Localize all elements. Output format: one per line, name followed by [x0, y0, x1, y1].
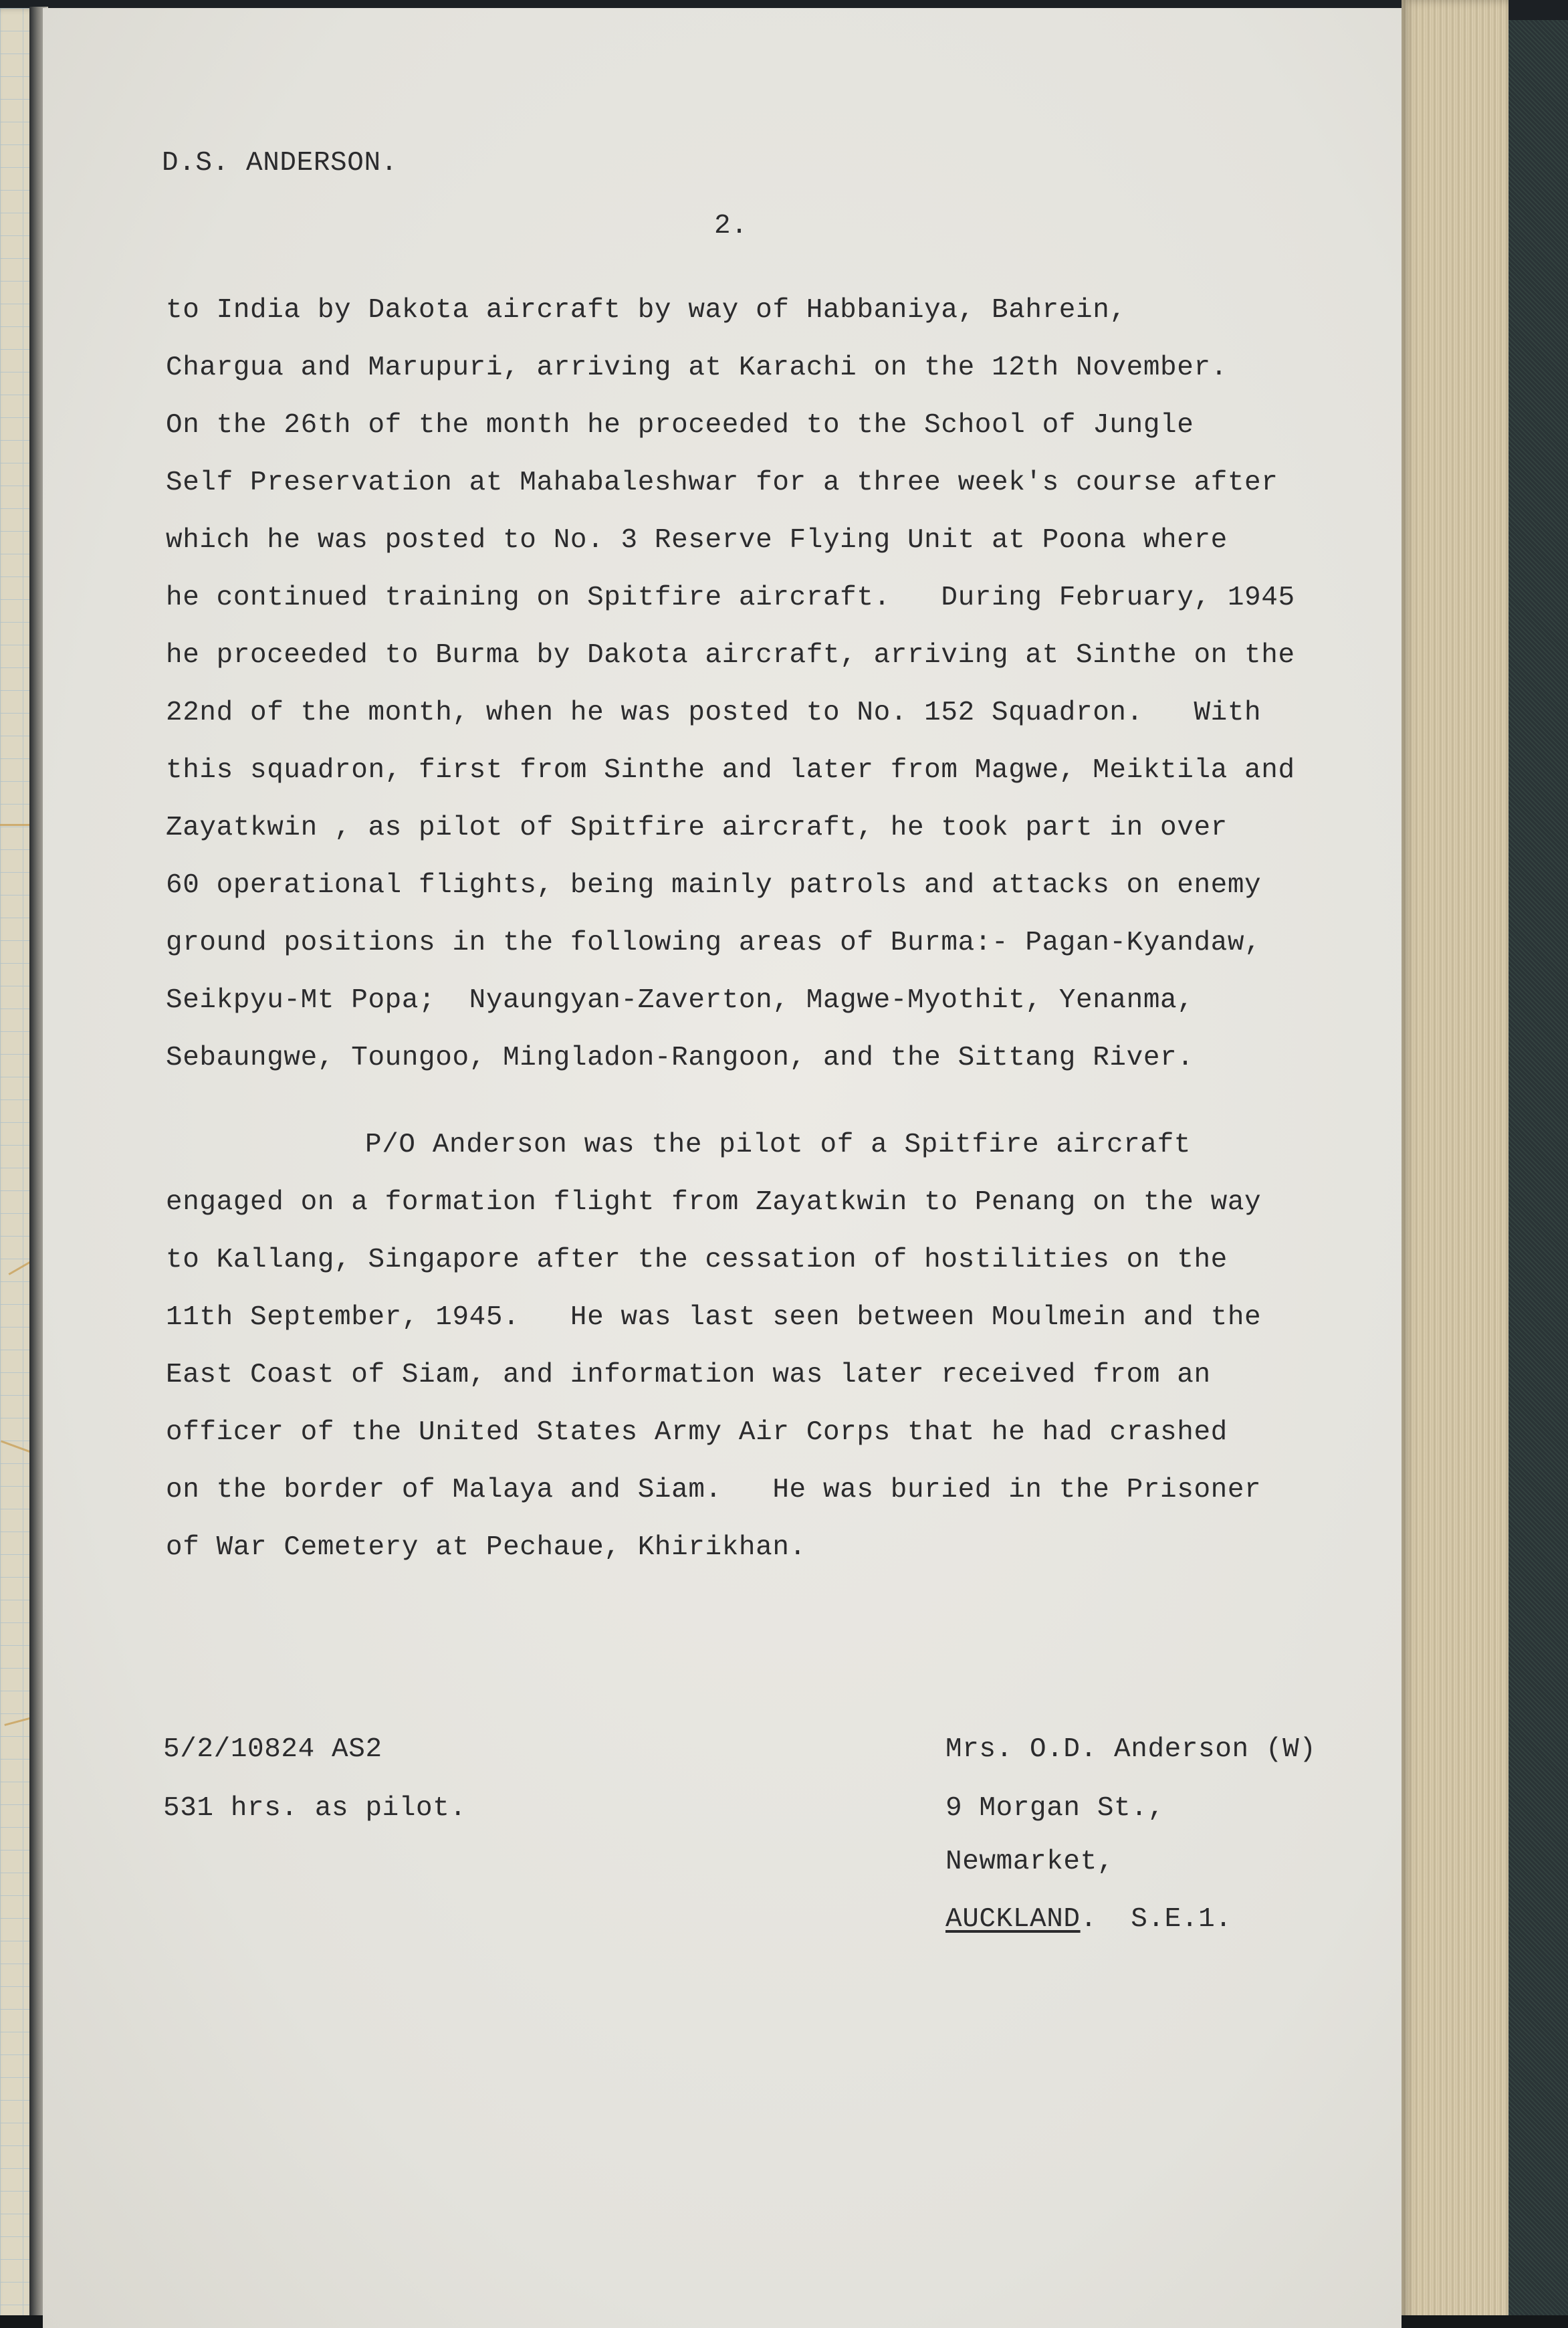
text-line: he proceeded to Burma by Dakota aircraft, arriving at Sinthe on the — [166, 640, 1295, 671]
text-line: East Coast of Siam, and information was later received from an — [166, 1360, 1211, 1390]
header-name: D.S. ANDERSON. — [162, 148, 398, 179]
text-line: Chargua and Marupuri, arriving at Karachi on the 12th November. — [166, 352, 1228, 383]
text-line: Seikpyu-Mt Popa; Nyaungyan-Zaverton, Magwe-Myothit, Yenanma, — [166, 985, 1194, 1016]
text-line: Self Preservation at Mahabaleshwar for a three week's course after — [166, 467, 1278, 498]
book-cover — [1508, 20, 1568, 2328]
address-city-line — [945, 1906, 1232, 1933]
flying-hours: 531 hrs. as pilot. — [163, 1793, 467, 1824]
text-line: officer of the United States Army Air Corps that he had crashed — [166, 1417, 1228, 1448]
text-line: on the border of Malaya and Siam. He was buried in the Prisoner — [166, 1475, 1262, 1505]
text-line: to Kallang, Singapore after the cessation of hostilities on the — [166, 1245, 1228, 1275]
file-reference: 5/2/10824 AS2 — [163, 1734, 382, 1765]
address-suburb: Newmarket, — [945, 1846, 1115, 1877]
text-line: On the 26th of the month he proceeded to the School of Jungle — [166, 410, 1194, 441]
text-line: P/O Anderson was the pilot of a Spitfire aircraft — [365, 1130, 1191, 1160]
text-line: which he was posted to No. 3 Reserve Flying Unit at Poona where — [166, 525, 1228, 556]
text-line: 22nd of the month, when he was posted to No. 152 Squadron. With — [166, 698, 1262, 728]
address-street: 9 Morgan St., — [945, 1793, 1165, 1824]
text-line: 11th September, 1945. He was last seen between Moulmein and the — [166, 1302, 1262, 1333]
address-city: AUCKLAND — [945, 1904, 1081, 1935]
next-of-kin-name: Mrs. O.D. Anderson (W) — [945, 1734, 1317, 1765]
text-line: ground positions in the following areas of Burma:- Pagan-Kyandaw, — [166, 928, 1262, 958]
text-line: 60 operational flights, being mainly patrols and attacks on enemy — [166, 870, 1262, 901]
text-line: this squadron, first from Sinthe and later from Magwe, Meiktila and — [166, 755, 1295, 786]
text-line: engaged on a formation flight from Zayatkwin to Penang on the way — [166, 1187, 1262, 1218]
text-line: Sebaungwe, Toungoo, Mingladon-Rangoon, and the Sittang River. — [166, 1043, 1194, 1073]
text-line: to India by Dakota aircraft by way of Habbaniya, Bahrein, — [166, 295, 1127, 326]
text-line: he continued training on Spitfire aircraft. During February, 1945 — [166, 583, 1295, 613]
map-contour — [1, 1441, 33, 1454]
page-number: 2. — [714, 211, 748, 241]
address-postal: . S.E.1. — [1080, 1904, 1232, 1935]
page-edges — [1402, 0, 1508, 2328]
text-line: of War Cemetery at Pechaue, Khirikhan. — [166, 1532, 806, 1563]
text-line: Zayatkwin , as pilot of Spitfire aircraft, he took part in over — [166, 813, 1228, 843]
